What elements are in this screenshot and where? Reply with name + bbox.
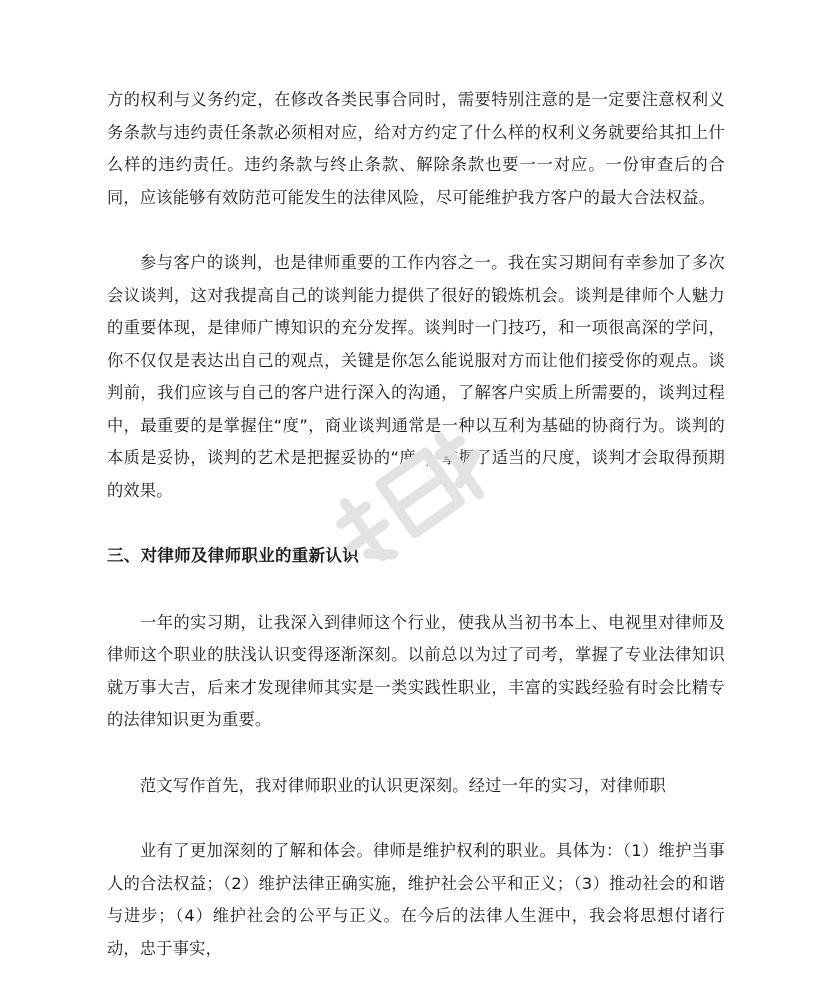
- paragraph-deeper-understanding: 范文写作首先，我对律师职业的认识更深刻。经过一年的实习，对律师职: [140, 775, 666, 795]
- paragraph-internship-year: 一年的实习期，让我深入到律师这个行业，使我从当初书本上、电视里对律师及律师这个职业的肤浅认识变得逐渐深刻。以前总以为过了司考，掌握了专业法律知识就万事大吉，后来才发现律师其实是一类实践性职业，丰富的实践经验有时会比精专的法律知识更为重要。: [107, 612, 725, 729]
- document-body: [107, 84, 725, 965]
- paragraph-contract-review: 方的权利与义务约定，在修改各类民事合同时，需要特别注意的是一定要注意权利义务条款与违约责任条款必须相对应，给对方约定了什么样的权利义务就要给其扣上什么样的违约责任。违约条款与终止条款、解除条款也要一一对应。一份审查后的合同，应该能够有效防范可能发生的法律风险，尽可能维护我方客户的最大合法权益。: [107, 90, 725, 207]
- section-heading: 三、对律师及律师职业的重新认识: [107, 546, 359, 565]
- paragraph-lawyer-role: 业有了更加深刻的了解和体会。律师是维护权利的职业。具体为：（1）维护当事人的合法权益；（2）维护法律正确实施，维护社会公平和正义；（3）推动社会的和谐与进步；（4）维护社会的公平与正义。在今后的法律人生涯中，我会将思想付诸行动，忠于事实，: [107, 841, 725, 958]
- paragraph-negotiation: 参与客户的谈判，也是律师重要的工作内容之一。我在实习期间有幸参加了多次会议谈判，这对我提高自己的谈判能力提供了很好的锻炼机会。谈判是律师个人魅力的重要体现，是律师广博知识的充分发挥。谈判时一门技巧，和一项很高深的学问，你不仅仅是表达出自己的观点，关键是你怎么能说服对方而让他们接受你的观点。谈判前，我们应该与自己的客户进行深入的沟通，了解客户实质上所需要的，谈判过程中，最重要的是掌握住“度”，商业谈判通常是一种以互利为基础的协商行为。谈判的本质是妥协，谈判的艺术是把握妥协的“度”，掌握了适当的尺度，谈判才会取得预期的效果。: [107, 253, 725, 500]
